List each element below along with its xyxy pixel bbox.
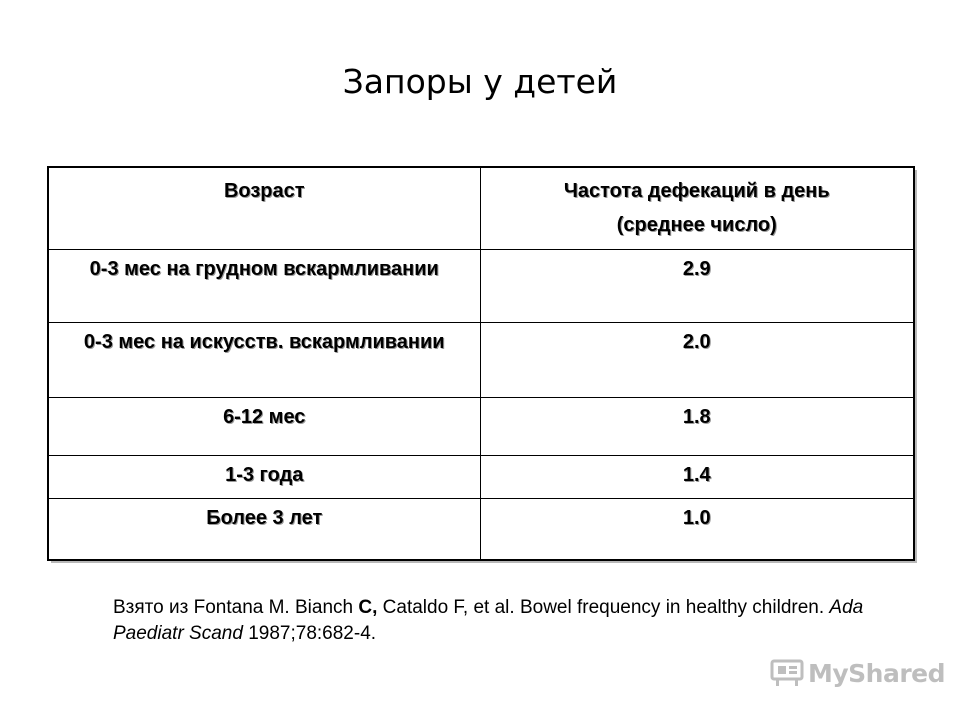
frequency-column-header (480, 167, 914, 249)
frequency-table (47, 166, 915, 561)
table-row (48, 397, 914, 455)
table-row (48, 455, 914, 498)
source-citation (113, 595, 873, 647)
citation-bold: C, (358, 597, 378, 618)
frequency-cell: 2.0 (480, 322, 914, 397)
frequency-cell: 1.0 (480, 498, 914, 560)
watermark-logo (770, 657, 945, 689)
watermark-text: MyShared (808, 658, 946, 688)
age-cell: 0-3 мес на искусств. вскармливании (48, 322, 480, 397)
classroom-board-icon (770, 659, 804, 687)
age-cell: 1-3 года (48, 455, 480, 498)
frequency-table-container (47, 166, 913, 559)
age-header-label: Возраст (223, 180, 305, 202)
age-column-header (48, 167, 480, 249)
age-cell: 6-12 мес (48, 397, 480, 455)
frequency-header-sublabel: (среднее число) (616, 214, 777, 236)
table-row (48, 322, 914, 397)
table-row (48, 249, 914, 322)
frequency-header-label: Частота дефекаций в день (563, 180, 830, 202)
citation-journal: Ada Paediatr Scand (113, 597, 864, 644)
age-cell: Более 3 лет (48, 498, 480, 560)
frequency-cell: 1.8 (480, 397, 914, 455)
citation-suffix: 1987;78:682-4. (242, 623, 377, 644)
table-header-row (48, 167, 914, 249)
citation-middle: Cataldo F, et al. Bowel frequency in healthy children. (377, 597, 830, 618)
table-row (48, 498, 914, 560)
age-cell: 0-3 мес на грудном вскармливании (48, 249, 480, 322)
frequency-cell: 2.9 (480, 249, 914, 322)
frequency-cell: 1.4 (480, 455, 914, 498)
slide-title: Запоры у детей (342, 62, 618, 101)
citation-prefix: Взято из Fontana M. Bianch (113, 597, 359, 618)
